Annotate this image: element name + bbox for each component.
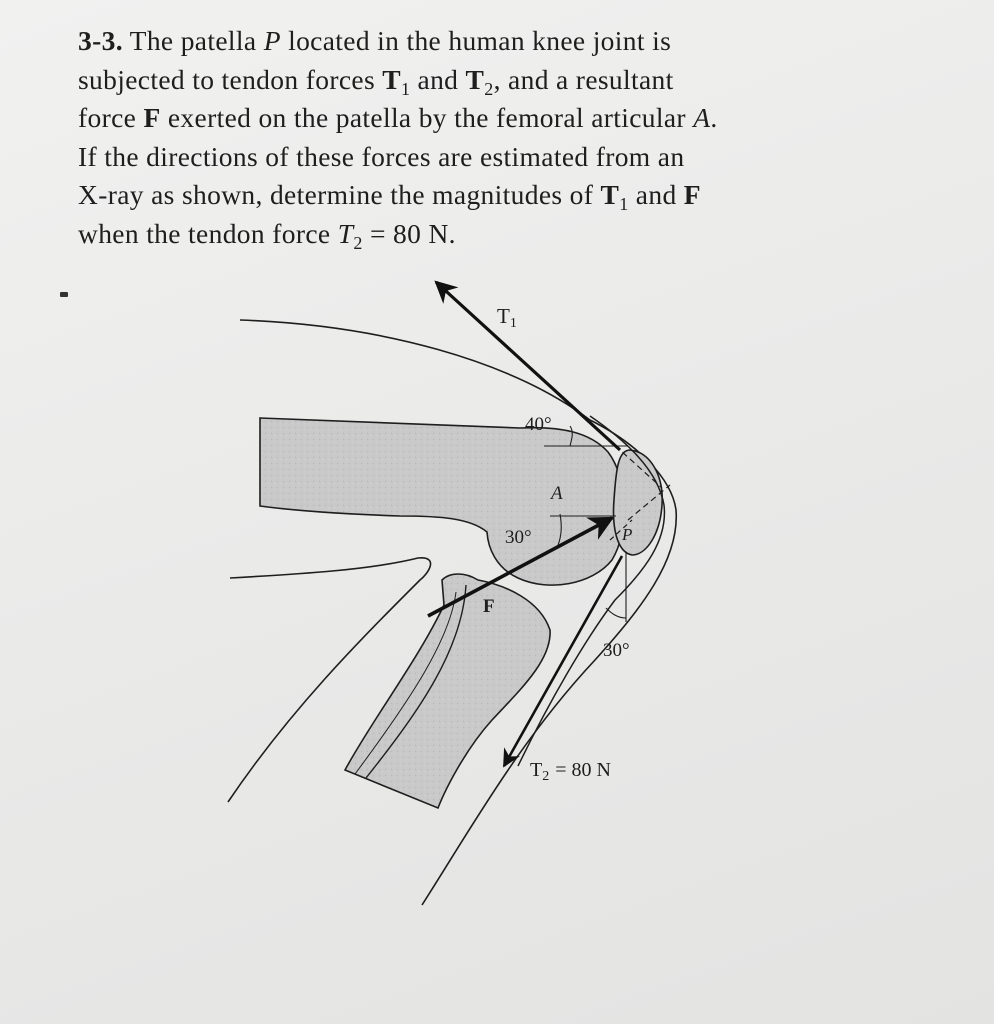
text-span: = 80 N. <box>369 217 456 249</box>
problem-number: 3-3. <box>78 25 123 56</box>
angle-arc-30-right <box>606 608 626 618</box>
subscript: 1 <box>619 194 629 214</box>
text-span: force <box>78 102 137 133</box>
label-angle-30-left: 30° <box>505 527 532 548</box>
symbol-t2: T <box>337 217 354 249</box>
label-f: F <box>483 596 495 617</box>
symbol-p: P <box>263 25 281 56</box>
symbol-t2: T <box>465 63 485 95</box>
symbol-t1: T <box>600 179 620 210</box>
label-a: A <box>551 483 563 504</box>
text-span: If the directions of these forces are estimated from an <box>78 140 685 172</box>
text-span: when the tendon force <box>78 217 331 249</box>
text-span: X-ray as shown, determine the magnitudes of <box>78 179 594 210</box>
text-span: , and a resultant <box>493 63 674 95</box>
text-span: and <box>417 63 459 95</box>
symbol-t1: T <box>382 63 401 95</box>
text-span: exerted on the patella by the femoral articular <box>167 102 686 133</box>
text-span: located in the human knee joint is <box>288 25 672 56</box>
subscript: 1 <box>400 78 411 99</box>
thigh-outline <box>240 320 590 420</box>
text-span: The patella <box>129 25 257 56</box>
tibia-bone <box>345 574 550 808</box>
symbol-f: F <box>683 179 701 210</box>
text-span: and <box>635 179 677 210</box>
label-t1: T1 <box>497 304 517 331</box>
symbol-f: F <box>143 102 161 133</box>
subscript: 2 <box>484 78 494 99</box>
text-span: . <box>710 102 718 133</box>
text-span: subjected to tendon forces <box>78 63 375 95</box>
label-angle-30-right: 30° <box>603 640 630 661</box>
symbol-a: A <box>693 102 711 133</box>
subscript: 2 <box>353 232 363 253</box>
label-angle-40: 40° <box>525 414 552 435</box>
label-p: P <box>622 525 633 544</box>
label-t2: $T_2 = 80$ N <box>530 759 611 784</box>
femur-bone <box>260 418 624 585</box>
